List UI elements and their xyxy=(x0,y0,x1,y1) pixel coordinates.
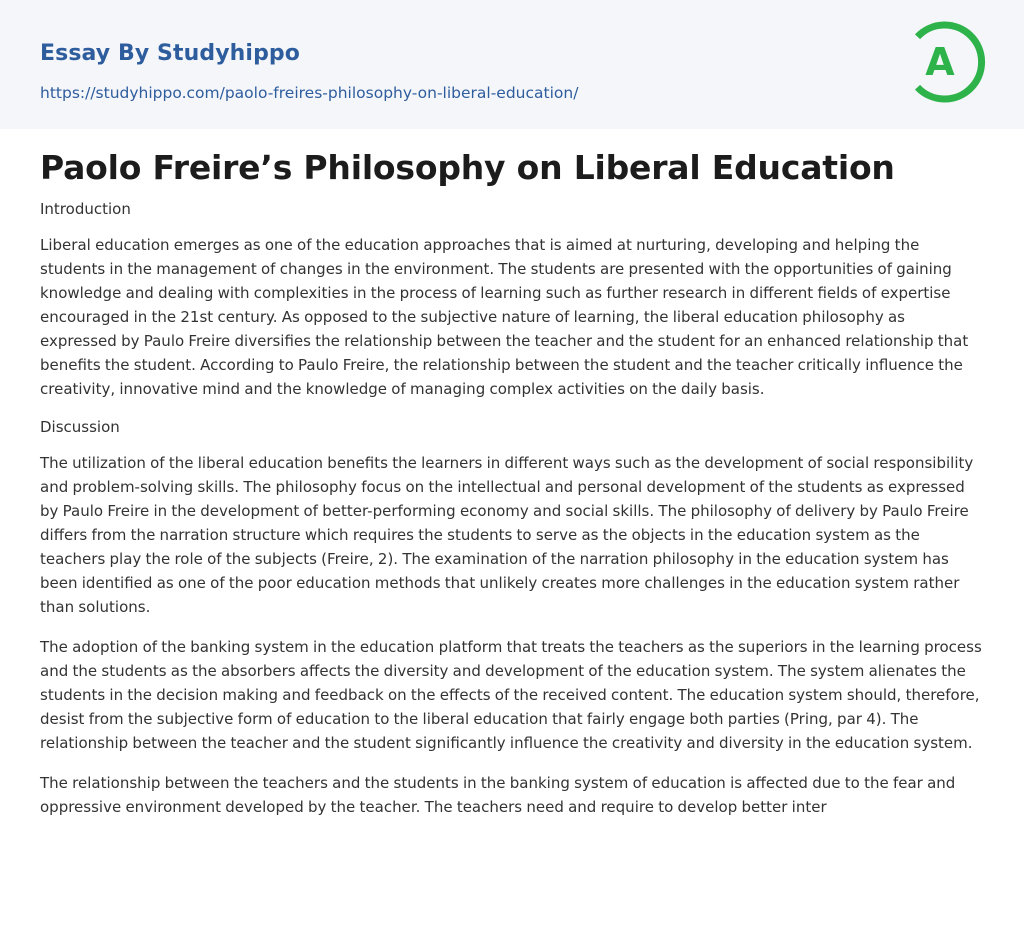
essay-url-link[interactable]: https://studyhippo.com/paolo-freires-philosophy-on-liberal-education/ xyxy=(40,84,579,102)
studyhippo-logo-icon[interactable] xyxy=(912,19,986,105)
discussion-paragraph-3: The relationship between the teachers and the students in the banking system of education is affected due to the fear and oppressive environment developed by the teacher. The teachers need and require to develop better inter xyxy=(40,774,956,816)
logo-letter: A xyxy=(925,40,955,84)
site-brand[interactable]: Essay By Studyhippo xyxy=(40,41,300,66)
article-body xyxy=(40,146,986,819)
introduction-paragraph: Liberal education emerges as one of the education approaches that is aimed at nurturing, developing and helping the students in the management of changes in the environment. The students are presented with the opportunities of gaining knowledge and dealing with complexities in the process of learning such as further research in different fields of expertise encouraged in the 21st century. As opposed to the subjective nature of learning, the liberal education philosophy as expressed by Paulo Freire diversifies the relationship between the teacher and the student for an enhanced relationship that benefits the student. According to Paulo Freire, the relationship between the student and the teacher critically influence the creativity, innovative mind and the knowledge of managing complex activities on the daily basis. xyxy=(40,236,969,398)
discussion-heading: Discussion xyxy=(40,418,120,436)
introduction-heading: Introduction xyxy=(40,200,131,218)
site-header xyxy=(0,0,1024,129)
article-title: Paolo Freire’s Philosophy on Liberal Education xyxy=(40,148,895,187)
discussion-paragraph-2: The adoption of the banking system in the education platform that treats the teachers as the superiors in the learning process and the students as the absorbers affects the diversity and development of the education system. The system alienates the students in the decision making and feedback on the effects of the received content. The education system should, therefore, desist from the subjective form of education to the liberal education that fairly engage both parties (Pring, par 4). The relationship between the teacher and the student significantly influence the creativity and diversity in the education system. xyxy=(40,638,982,752)
discussion-paragraph-1: The utilization of the liberal education benefits the learners in different ways such as the development of social responsibility and problem-solving skills. The philosophy focus on the intellectual and personal development of the students as expressed by Paulo Freire in the development of better-performing economy and social skills. The philosophy of delivery by Paulo Freire differs from the narration structure which requires the students to serve as the objects in the education system as the teachers play the role of the subjects (Freire, 2). The examination of the narration philosophy in the education system has been identified as one of the poor education methods that unlikely creates more challenges in the education system rather than solutions. xyxy=(40,454,974,616)
